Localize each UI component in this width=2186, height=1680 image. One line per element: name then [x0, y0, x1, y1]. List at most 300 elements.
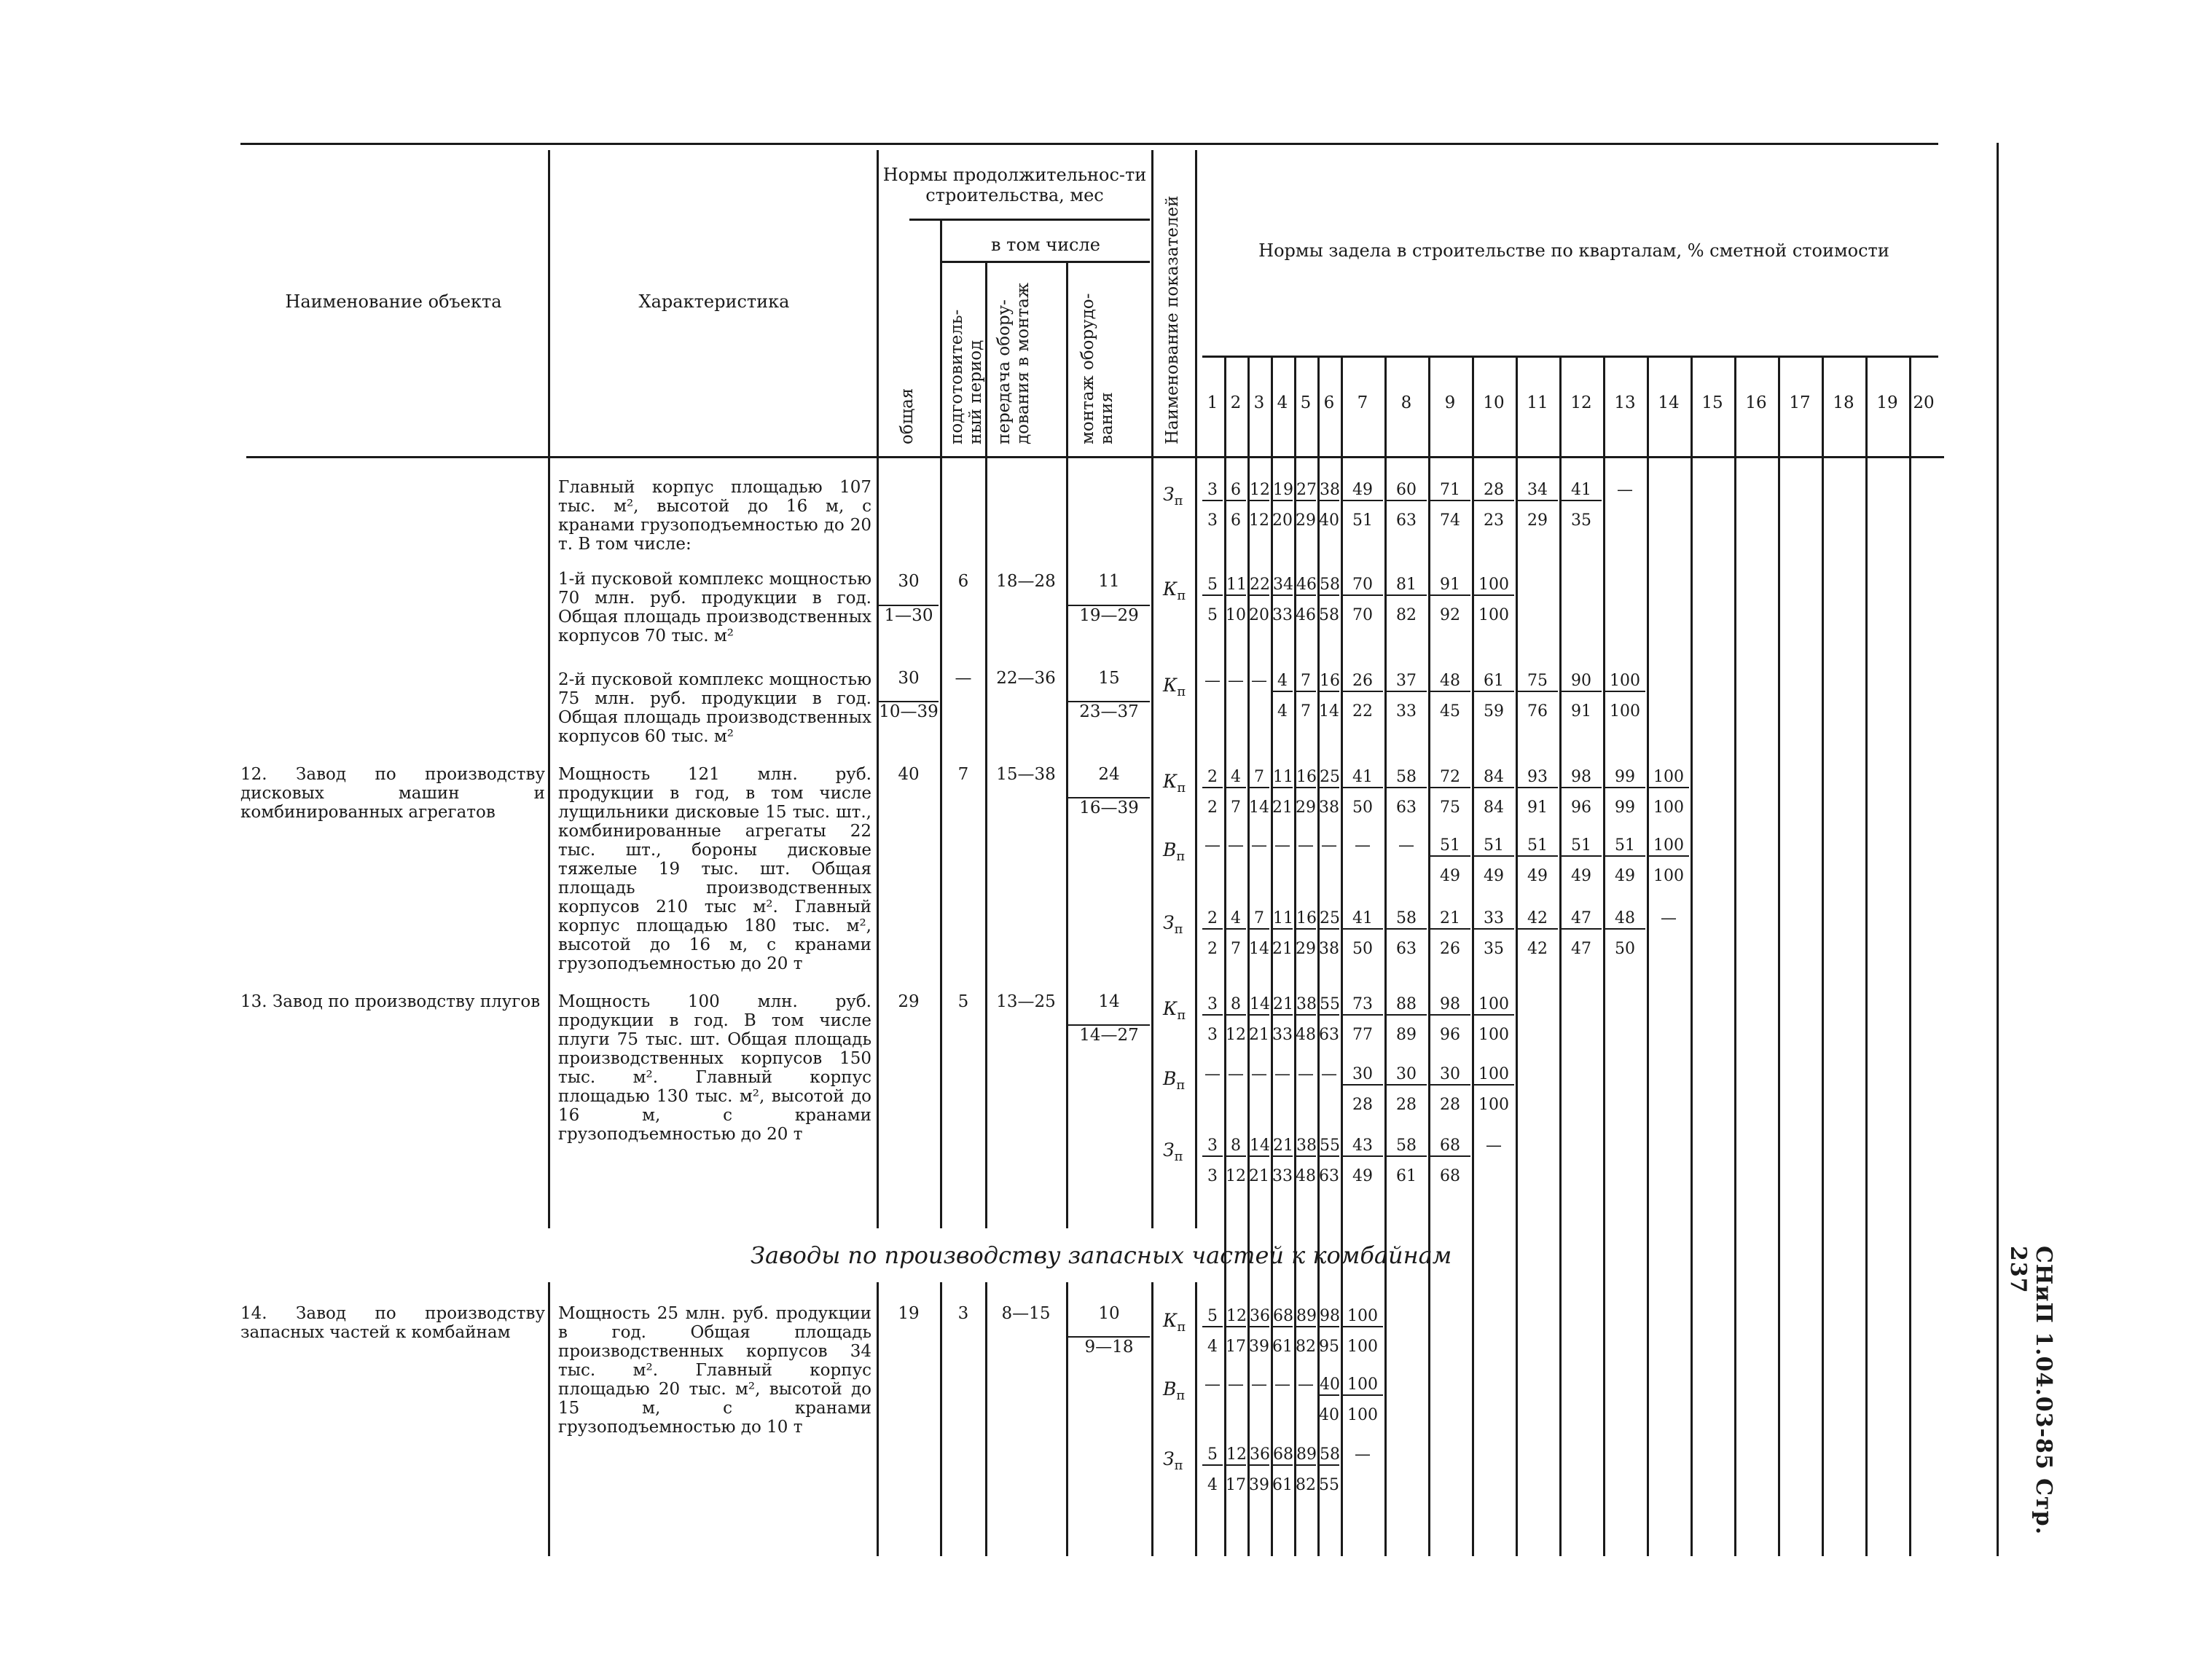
backlog-cell: [1272, 836, 1293, 855]
quarter-header-19: 19: [1876, 393, 1898, 412]
backlog-value: 39: [1249, 1338, 1269, 1356]
backlog-value: 71: [1430, 481, 1470, 501]
page-side-label: СНиП 1.04.03-85 Стр. 237: [2005, 1246, 2056, 1536]
backlog-cell: [1342, 672, 1383, 721]
quarter-divider: [1734, 356, 1736, 1556]
backlog-value: 41: [1561, 481, 1602, 501]
backlog-value: 68: [1272, 1307, 1293, 1327]
backlog-value: 4: [1207, 1338, 1218, 1356]
backlog-cell: [1296, 909, 1316, 959]
column-divider: [877, 1282, 879, 1556]
backlog-cell: [1272, 1445, 1293, 1495]
backlog-value: —: [1228, 1065, 1244, 1083]
backlog-value: 8: [1226, 995, 1246, 1016]
backlog-value: 58: [1386, 768, 1427, 788]
backlog-value: 89: [1296, 1307, 1316, 1327]
backlog-value: 48: [1296, 1026, 1316, 1044]
backlog-value: 82: [1296, 1476, 1316, 1494]
backlog-value: 51: [1352, 511, 1373, 530]
backlog-cell: [1319, 768, 1339, 817]
backlog-value: 93: [1517, 768, 1558, 788]
quarter-header-20: 20: [1913, 393, 1935, 412]
backlog-value: —: [1486, 1137, 1502, 1155]
backlog-cell: [1296, 995, 1316, 1045]
backlog-value: 55: [1319, 1137, 1339, 1157]
backlog-cell: [1561, 768, 1602, 817]
quarter-header-16: 16: [1745, 393, 1767, 412]
backlog-value: 16: [1319, 672, 1339, 692]
backlog-cell: [1272, 672, 1293, 721]
indicator-label: $З_п$: [1163, 1139, 1183, 1164]
backlog-value: 99: [1605, 768, 1645, 788]
header-preparatory: подготовитель-ный период: [947, 309, 985, 444]
backlog-value: 7: [1231, 940, 1241, 958]
backlog-value: 55: [1319, 995, 1339, 1016]
header-including: в том числе: [991, 235, 1100, 255]
backlog-cell: [1430, 995, 1470, 1045]
row-13-characteristic: Мощность 100 млн. руб. продукции в год. В том числе плуги 75 тыс. шт. Общая площадь производственных корпусов 150 тыс. м². Главный корпус площадью 130 тыс. м², высотой до 16 м, с кранами грузоподъемностью до 20 т: [558, 992, 871, 1144]
quarter-header-9: 9: [1444, 393, 1456, 412]
backlog-cell: [1386, 672, 1427, 721]
backlog-value: 100: [1653, 798, 1684, 817]
backlog-cell: [1648, 768, 1689, 817]
backlog-value: 29: [1296, 511, 1316, 530]
backlog-cell: [1202, 836, 1223, 855]
backlog-cell: [1296, 576, 1316, 625]
backlog-value: 100: [1610, 702, 1640, 721]
header-equipment-transfer: передача обору-дования в монтаж: [995, 282, 1033, 444]
backlog-value: 26: [1342, 672, 1383, 692]
quarter-header-8: 8: [1400, 393, 1412, 412]
backlog-value: —: [1204, 836, 1221, 855]
backlog-value: 99: [1615, 798, 1635, 817]
backlog-value: 61: [1272, 1476, 1293, 1494]
backlog-value: —: [1251, 836, 1267, 855]
quarter-header-13: 13: [1614, 393, 1636, 412]
backlog-cell: [1473, 576, 1514, 625]
backlog-cell: [1272, 1137, 1293, 1186]
backlog-value: 20: [1272, 511, 1293, 530]
backlog-cell: [1517, 481, 1558, 530]
backlog-cell: [1473, 481, 1514, 530]
backlog-value: 98: [1561, 768, 1602, 788]
backlog-cell: [1342, 836, 1383, 855]
backlog-value: 21: [1430, 909, 1470, 930]
backlog-value: 46: [1296, 606, 1316, 624]
backlog-cell: [1430, 1065, 1470, 1115]
backlog-cell: [1226, 1065, 1246, 1084]
backlog-cell: [1202, 1137, 1223, 1186]
backlog-cell: [1386, 1065, 1427, 1115]
backlog-value: 88: [1386, 995, 1427, 1016]
indicator-label: $В_п$: [1163, 1068, 1186, 1093]
backlog-value: 26: [1440, 940, 1460, 958]
backlog-cell: [1226, 1375, 1246, 1394]
backlog-cell: [1272, 909, 1293, 959]
backlog-value: 50: [1352, 798, 1373, 817]
backlog-value: 35: [1571, 511, 1591, 530]
backlog-value: 21: [1272, 940, 1293, 958]
backlog-value: 2: [1207, 940, 1218, 958]
backlog-value: 28: [1440, 1096, 1460, 1114]
backlog-cell: [1272, 995, 1293, 1045]
backlog-cell: [1319, 836, 1339, 855]
backlog-value: 45: [1440, 702, 1460, 721]
backlog-value: 100: [1473, 576, 1514, 596]
backlog-value: 7: [1296, 672, 1316, 692]
backlog-cell: [1386, 768, 1427, 817]
backlog-value: 4: [1277, 702, 1288, 721]
backlog-value: 40: [1319, 1406, 1339, 1424]
backlog-cell: [1386, 995, 1427, 1045]
row-14-prep: 3: [957, 1304, 969, 1323]
backlog-cell: [1226, 836, 1246, 855]
backlog-value: 49: [1571, 867, 1591, 885]
backlog-value: 82: [1396, 606, 1417, 624]
backlog-value: 58: [1386, 909, 1427, 930]
backlog-cell: [1342, 1307, 1383, 1357]
backlog-value: 63: [1396, 940, 1417, 958]
backlog-cell: [1202, 1307, 1223, 1357]
backlog-cell: [1296, 1445, 1316, 1495]
backlog-value: 36: [1249, 1445, 1269, 1466]
column-divider: [985, 1282, 987, 1556]
backlog-value: —: [1355, 1445, 1371, 1464]
backlog-value: 11: [1272, 768, 1293, 788]
row-12-install2: 16—39: [1068, 797, 1150, 817]
backlog-cell: [1386, 481, 1427, 530]
backlog-value: 40: [1319, 1375, 1339, 1396]
backlog-cell: [1386, 576, 1427, 625]
backlog-cell: [1202, 1065, 1223, 1084]
quarter-header-2: 2: [1230, 393, 1242, 412]
backlog-value: 90: [1561, 672, 1602, 692]
backlog-cell: [1249, 1375, 1269, 1394]
backlog-value: 70: [1352, 606, 1373, 624]
backlog-cell: [1561, 481, 1602, 530]
backlog-cell: [1319, 1307, 1339, 1357]
backlog-value: —: [1298, 1065, 1314, 1083]
backlog-value: 46: [1296, 576, 1316, 596]
backlog-value: 68: [1430, 1137, 1470, 1157]
backlog-value: 75: [1517, 672, 1558, 692]
backlog-value: 89: [1396, 1026, 1417, 1044]
backlog-value: 100: [1347, 1338, 1378, 1356]
row-13-total: 29: [898, 992, 920, 1011]
row-complex1-prep: 6: [957, 572, 969, 591]
backlog-value: 14: [1249, 1137, 1269, 1157]
backlog-cell: [1249, 1137, 1269, 1186]
backlog-value: 51: [1517, 836, 1558, 857]
backlog-value: 100: [1653, 867, 1684, 885]
backlog-value: 91: [1430, 576, 1470, 596]
backlog-cell: [1473, 909, 1514, 959]
backlog-cell: [1648, 909, 1689, 928]
backlog-cell: [1249, 995, 1269, 1045]
backlog-value: 3: [1207, 1167, 1218, 1185]
quarter-divider: [1865, 356, 1868, 1556]
backlog-value: 11: [1272, 909, 1293, 930]
backlog-value: 5: [1202, 1307, 1223, 1327]
backlog-value: 51: [1605, 836, 1645, 857]
backlog-cell: [1473, 836, 1514, 886]
backlog-value: 19: [1272, 481, 1293, 501]
backlog-value: —: [1298, 836, 1314, 855]
row-12-total: 40: [898, 765, 920, 784]
backlog-cell: [1226, 1307, 1246, 1357]
row-main-characteristic: Главный корпус площадью 107 тыс. м², высотой до 16 м, с кранами грузоподъемностью до 20 т. В том числе:: [558, 478, 871, 554]
backlog-value: 7: [1249, 909, 1269, 930]
backlog-cell: [1226, 1137, 1246, 1186]
backlog-value: 2: [1207, 798, 1218, 817]
backlog-cell: [1319, 1445, 1339, 1495]
backlog-value: 21: [1272, 798, 1293, 817]
backlog-cell: [1473, 1065, 1514, 1115]
backlog-cell: [1249, 1065, 1269, 1084]
backlog-value: 51: [1430, 836, 1470, 857]
backlog-value: —: [1228, 836, 1244, 855]
backlog-value: 17: [1226, 1476, 1246, 1494]
backlog-value: 21: [1249, 1167, 1269, 1185]
backlog-value: 61: [1272, 1338, 1293, 1356]
backlog-value: 41: [1342, 768, 1383, 788]
backlog-value: —: [1251, 1065, 1267, 1083]
backlog-cell: [1202, 995, 1223, 1045]
backlog-value: 61: [1396, 1167, 1417, 1185]
backlog-cell: [1226, 481, 1246, 530]
backlog-value: 17: [1226, 1338, 1246, 1356]
backlog-value: 63: [1319, 1167, 1339, 1185]
backlog-cell: [1605, 481, 1645, 500]
row-complex1-transfer: 18—28: [996, 572, 1056, 591]
backlog-value: 30: [1430, 1065, 1470, 1086]
backlog-cell: [1202, 576, 1223, 625]
backlog-value: 49: [1527, 867, 1548, 885]
backlog-value: 63: [1319, 1026, 1339, 1044]
backlog-cell: [1319, 672, 1339, 721]
backlog-value: —: [1398, 836, 1414, 855]
backlog-cell: [1296, 768, 1316, 817]
backlog-value: 82: [1296, 1338, 1316, 1356]
backlog-value: 100: [1478, 606, 1509, 624]
quarter-header-7: 7: [1357, 393, 1368, 412]
header-total: общая: [898, 388, 917, 444]
backlog-value: 10: [1226, 606, 1246, 624]
row-complex1-install: 11: [1098, 572, 1120, 591]
row-complex2-transfer: 22—36: [996, 669, 1056, 688]
backlog-cell: [1226, 768, 1246, 817]
backlog-value: —: [1274, 836, 1290, 855]
backlog-value: —: [1661, 909, 1677, 927]
quarter-header-12: 12: [1570, 393, 1592, 412]
backlog-cell: [1226, 576, 1246, 625]
backlog-value: 92: [1440, 606, 1460, 624]
backlog-value: 100: [1473, 1065, 1514, 1086]
backlog-value: 61: [1473, 672, 1514, 692]
backlog-value: —: [1228, 672, 1244, 690]
backlog-value: —: [1355, 836, 1371, 855]
backlog-value: —: [1274, 1065, 1290, 1083]
backlog-value: —: [1274, 1375, 1290, 1394]
backlog-cell: [1202, 768, 1223, 817]
backlog-cell: [1202, 1375, 1223, 1394]
backlog-value: 4: [1226, 768, 1246, 788]
quarter-header-17: 17: [1789, 393, 1811, 412]
indicator-label: $З_п$: [1163, 1448, 1183, 1473]
row-14-transfer: 8—15: [1001, 1304, 1051, 1323]
indicator-label: $В_п$: [1163, 1378, 1186, 1403]
backlog-value: 91: [1527, 798, 1548, 817]
header-characteristic: Характеристика: [638, 291, 790, 312]
backlog-value: —: [1321, 836, 1337, 855]
backlog-value: 27: [1296, 481, 1316, 501]
backlog-cell: [1202, 481, 1223, 530]
backlog-cell: [1342, 1375, 1383, 1425]
backlog-value: 21: [1272, 1137, 1293, 1157]
backlog-value: 43: [1342, 1137, 1383, 1157]
row-13-prep: 5: [957, 992, 969, 1011]
row-13-object: 13. Завод по производству плугов: [240, 992, 541, 1011]
backlog-value: 76: [1527, 702, 1548, 721]
backlog-cell: [1430, 836, 1470, 886]
backlog-value: 73: [1342, 995, 1383, 1016]
backlog-value: 16: [1296, 909, 1316, 930]
header-indicator-name: Наименование показателей: [1163, 195, 1182, 444]
quarter-divider: [1647, 356, 1649, 1556]
backlog-value: —: [1298, 1375, 1314, 1394]
backlog-value: 98: [1430, 995, 1470, 1016]
backlog-value: 49: [1615, 867, 1635, 885]
row-complex2-install2: 23—37: [1068, 701, 1150, 721]
backlog-value: 12: [1226, 1026, 1246, 1044]
backlog-value: 33: [1473, 909, 1514, 930]
quarter-header-6: 6: [1323, 393, 1335, 412]
backlog-value: 68: [1440, 1167, 1460, 1185]
backlog-value: 20: [1249, 606, 1269, 624]
backlog-value: 47: [1571, 940, 1591, 958]
backlog-value: 60: [1386, 481, 1427, 501]
row-14-characteristic: Мощность 25 млн. руб. продукции в год. Общая площадь производственных корпусов 34 тыс. м². Главный корпус площадью 20 тыс. м², высотой до 15 м, с кранами грузоподъемностью до 10 т: [558, 1304, 871, 1437]
row-complex2-characteristic: 2-й пусковой комплекс мощностью 75 млн. руб. продукции в год. Общая площадь производственных корпусов 60 тыс. м²: [558, 670, 871, 746]
quarter-header-10: 10: [1483, 393, 1505, 412]
backlog-cell: [1473, 995, 1514, 1045]
backlog-value: 100: [1342, 1375, 1383, 1396]
backlog-value: 3: [1202, 481, 1223, 501]
quarter-divider: [1778, 356, 1780, 1556]
backlog-cell: [1202, 909, 1223, 959]
backlog-cell: [1296, 836, 1316, 855]
backlog-value: 100: [1478, 1026, 1509, 1044]
backlog-value: 63: [1396, 798, 1417, 817]
backlog-value: 41: [1342, 909, 1383, 930]
backlog-cell: [1272, 576, 1293, 625]
backlog-value: —: [1204, 672, 1221, 690]
backlog-value: 12: [1226, 1445, 1246, 1466]
backlog-value: 100: [1605, 672, 1645, 692]
backlog-value: 100: [1342, 1307, 1383, 1327]
backlog-value: 47: [1561, 909, 1602, 930]
backlog-value: 4: [1272, 672, 1293, 692]
backlog-cell: [1249, 909, 1269, 959]
backlog-cell: [1272, 768, 1293, 817]
backlog-cell: [1319, 481, 1339, 530]
backlog-value: 58: [1386, 1137, 1427, 1157]
backlog-value: 68: [1272, 1445, 1293, 1466]
backlog-value: 30: [1342, 1065, 1383, 1086]
backlog-value: 72: [1430, 768, 1470, 788]
backlog-value: 34: [1517, 481, 1558, 501]
header-backlog-norms: Нормы задела в строительстве по кварталам, % сметной стоимости: [1258, 240, 1889, 261]
backlog-cell: [1319, 1065, 1339, 1084]
backlog-value: 38: [1319, 940, 1339, 958]
backlog-value: —: [1251, 1375, 1267, 1394]
backlog-value: 25: [1319, 909, 1339, 930]
column-divider: [548, 1282, 550, 1556]
backlog-value: 49: [1342, 481, 1383, 501]
backlog-cell: [1342, 481, 1383, 530]
quarter-divider: [1691, 356, 1693, 1556]
backlog-cell: [1296, 481, 1316, 530]
backlog-value: 58: [1319, 1445, 1339, 1466]
backlog-value: 55: [1319, 1476, 1339, 1494]
backlog-value: —: [1204, 1375, 1221, 1394]
backlog-value: 100: [1478, 1096, 1509, 1114]
backlog-value: 100: [1648, 768, 1689, 788]
backlog-value: 6: [1231, 511, 1241, 530]
backlog-value: 34: [1272, 576, 1293, 596]
backlog-cell: [1272, 1375, 1293, 1394]
backlog-value: 38: [1296, 1137, 1316, 1157]
backlog-value: 36: [1249, 1307, 1269, 1327]
backlog-value: 63: [1396, 511, 1417, 530]
row-14-total: 19: [898, 1304, 920, 1323]
backlog-value: 84: [1473, 768, 1514, 788]
backlog-cell: [1272, 1307, 1293, 1357]
backlog-value: 74: [1440, 511, 1460, 530]
backlog-value: 12: [1249, 481, 1269, 501]
backlog-value: 2: [1202, 768, 1223, 788]
backlog-value: 11: [1226, 576, 1246, 596]
quarter-header-18: 18: [1833, 393, 1854, 412]
backlog-cell: [1296, 1307, 1316, 1357]
backlog-value: 22: [1352, 702, 1373, 721]
backlog-value: 51: [1561, 836, 1602, 857]
backlog-cell: [1342, 1445, 1383, 1464]
backlog-value: 98: [1319, 1307, 1339, 1327]
backlog-value: 3: [1202, 1137, 1223, 1157]
backlog-cell: [1296, 672, 1316, 721]
backlog-cell: [1342, 768, 1383, 817]
indicator-label: $К_п$: [1163, 771, 1186, 796]
row-12-transfer: 15—38: [996, 765, 1056, 784]
backlog-value: 48: [1430, 672, 1470, 692]
backlog-cell: [1517, 836, 1558, 886]
backlog-value: 33: [1396, 702, 1417, 721]
backlog-cell: [1605, 836, 1645, 886]
backlog-value: 28: [1396, 1096, 1417, 1114]
backlog-cell: [1517, 768, 1558, 817]
backlog-value: 30: [1386, 1065, 1427, 1086]
backlog-cell: [1226, 909, 1246, 959]
backlog-cell: [1249, 836, 1269, 855]
backlog-value: 21: [1272, 995, 1293, 1016]
row-complex1-total: 30: [898, 572, 920, 591]
row-complex1-total2: 1—30: [879, 605, 939, 625]
backlog-value: 29: [1527, 511, 1548, 530]
backlog-cell: [1648, 836, 1689, 886]
indicator-label: $К_п$: [1163, 675, 1186, 699]
backlog-value: 33: [1272, 1167, 1293, 1185]
